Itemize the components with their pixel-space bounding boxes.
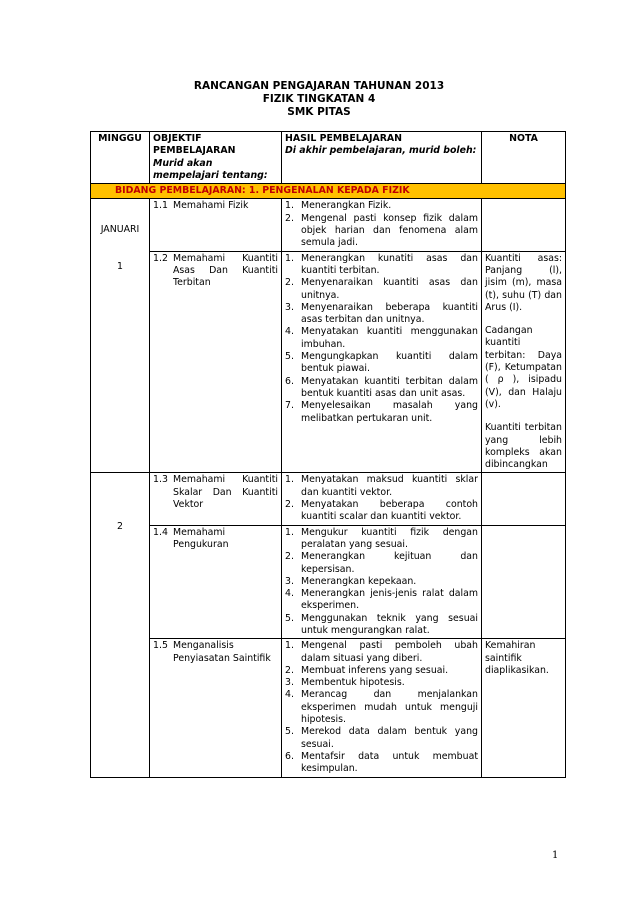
- nota-kuantiti-asas: Kuantiti asas: Panjang (l), jisim (m), masa (t), suhu (T) dan Arus (I).: [485, 252, 562, 313]
- bidang-label: BIDANG PEMBELAJARAN: 1. PENGENALAN KEPADA FIZIK: [91, 184, 566, 199]
- list-item: Menyenaraikan beberapa kuantiti asas terbitan dan unitnya.: [301, 301, 478, 326]
- list-item: Menerangkan kunatiti asas dan kuantiti terbitan.: [301, 252, 478, 276]
- objective-text: Memahami Kuantiti Asas Dan Kuantiti Terbitan: [173, 252, 278, 289]
- week-number: 1: [117, 260, 123, 272]
- objective-1-5: [150, 639, 282, 777]
- outcomes-1-5: 1. Mengenal pasti pemboleh ubah dalam situasi yang diberi. 2. Membuat inferens yang sesuai. 3. Membentuk hipotesis. 4. Merancag dan menjalankan eksperimen mudah untuk menguji hipotesis. 5. Merekod data dalam bentuk yang sesuai. 6. Mentafsir data untuk membuat kesimpulan.: [282, 639, 482, 777]
- objective-1-4: [150, 525, 282, 639]
- plan-table: [90, 131, 566, 778]
- list-item: Mengenal pasti konsep fizik dalam objek harian dan fenomena alam semula jadi.: [301, 212, 478, 249]
- list-item: Mengukur kuantiti fizik dengan peralatan yang sesuai.: [301, 526, 478, 550]
- list-item: Membuat inferens yang sesuai.: [301, 664, 449, 676]
- outcomes-1-1: 1. Menerangkan Fizik. 2. Mengenal pasti konsep fizik dalam objek harian dan fenomena alam semula jadi.: [282, 199, 482, 251]
- objective-number: 1.2: [153, 252, 168, 264]
- table-row: [91, 639, 566, 777]
- objective-1-1: [150, 199, 282, 251]
- objective-number: 1.4: [153, 526, 168, 538]
- week-2-cell: [91, 473, 150, 777]
- list-item: Membentuk hipotesis.: [301, 677, 405, 689]
- nota-kemahiran: Kemahiran saintifik diaplikasikan.: [485, 640, 549, 676]
- list-item: Menyelesaikan masalah yang melibatkan pertukaran unit.: [301, 400, 478, 424]
- week-1-cell: [91, 199, 150, 473]
- table-row: [91, 251, 566, 473]
- objective-text: Memahami Kuantiti Skalar Dan Kuantiti Vektor: [173, 474, 278, 511]
- objective-text: Memahami Pengukuran: [173, 526, 229, 550]
- table-row: [91, 199, 566, 251]
- objective-number: 1.1: [153, 200, 168, 212]
- header-objektif: [150, 132, 282, 184]
- table-row: [91, 525, 566, 639]
- list-item: Mengenal pasti pemboleh ubah dalam situasi yang diberi.: [301, 640, 478, 664]
- outcomes-1-2: 1. Menerangkan kunatiti asas dan kuantiti terbitan. 2. Menyenaraikan kuantiti asas dan unitnya. 3. Menyenaraikan beberapa kuantiti asas terbitan dan unitnya. 4. Menyatakan kuantiti menggunakan imbuhan. 5. Mengungkapkan kuantiti dalam bentuk piawai. 6. Menyatakan kuantiti terbitan dalam bentuk kuantiti asas dan unit asas. 7. Menyelesaikan masalah yang melibatkan pertukaran unit.: [282, 251, 482, 473]
- outcomes-1-3: 1. Menyatakan maksud kuantiti sklar dan kuantiti vektor. 2. Menyatakan beberapa contoh kuantiti scalar dan kuantiti vektor.: [282, 473, 482, 525]
- objective-text: Memahami Fizik: [173, 200, 249, 212]
- list-item: Menyenaraikan kuantiti asas dan unitnya.: [301, 277, 478, 301]
- week-number: 2: [117, 521, 123, 533]
- header-hasil-sub: Di akhir pembelajaran, murid boleh:: [285, 145, 477, 157]
- bidang-row: [91, 184, 566, 199]
- nota-1-2: [482, 251, 566, 473]
- nota-1-4: [482, 525, 566, 639]
- list-item: Mentafsir data untuk membuat kesimpulan.: [301, 750, 478, 775]
- objective-text: Menganalisis Penyiasatan Saintifik: [173, 640, 271, 664]
- list-item: Menerangkan kepekaan.: [301, 575, 417, 587]
- document-subtitle-subject: FIZIK TINGKATAN 4: [262, 93, 376, 105]
- document-subtitle-school: SMK PITAS: [287, 106, 351, 118]
- list-item: Menerangkan Fizik.: [301, 200, 392, 212]
- header-row: [91, 132, 566, 184]
- nota-1-3: [482, 473, 566, 525]
- nota-kompleks: Kuantiti terbitan yang lebih kompleks akan dibincangkan: [485, 422, 562, 471]
- header-objektif-sub: Murid akan mempelajari tentang:: [153, 157, 268, 181]
- outcomes-1-4: 1. Mengukur kuantiti fizik dengan peralatan yang sesuai. 2. Menerangkan kejituan dan kepersisan. 3. Menerangkan kepekaan. 4. Menerangkan jenis-jenis ralat dalam eksperimen. 5. Menggunakan teknik yang sesuai untuk mengurangkan ralat.: [282, 525, 482, 639]
- header-hasil-label: HASIL PEMBELAJARAN: [285, 133, 403, 144]
- list-item: Menyatakan kuantiti menggunakan imbuhan.: [301, 326, 478, 350]
- week-month: JANUARI: [100, 224, 140, 236]
- objective-number: 1.5: [153, 640, 168, 652]
- list-item: Menerangkan jenis-jenis ralat dalam eksperimen.: [301, 588, 478, 612]
- page-number: 1: [552, 850, 559, 861]
- header-hasil: [282, 132, 482, 184]
- objective-1-2: [150, 251, 282, 473]
- list-item: Menyatakan maksud kuantiti sklar dan kuantiti vektor.: [301, 474, 478, 498]
- header-minggu: MINGGU: [91, 132, 150, 184]
- header-objektif-label: OBJEKTIF PEMBELAJARAN: [153, 133, 236, 157]
- list-item: Menyatakan kuantiti terbitan dalam bentuk kuantiti asas dan unit asas.: [301, 375, 478, 399]
- objective-1-3: [150, 473, 282, 525]
- list-item: Menyatakan beberapa contoh kuantiti scalar dan kuantiti vektor.: [301, 499, 478, 523]
- document-title: RANCANGAN PENGAJARAN TAHUNAN 2013: [193, 80, 445, 92]
- list-item: Merancag dan menjalankan eksperimen mudah untuk menguji hipotesis.: [301, 689, 478, 726]
- nota-1-1: [482, 199, 566, 251]
- nota-cadangan: Cadangan kuantiti terbitan: Daya (F), Ketumpatan ( ρ ), isipadu (V), dan Halaju (v).: [485, 325, 562, 410]
- list-item: Merekod data dalam bentuk yang sesuai.: [301, 726, 478, 750]
- list-item: Menerangkan kejituan dan kepersisan.: [301, 551, 478, 575]
- header-nota: NOTA: [482, 132, 566, 184]
- table-row: [91, 473, 566, 525]
- list-item: Mengungkapkan kuantiti dalam bentuk piawai.: [301, 351, 478, 375]
- objective-number: 1.3: [153, 474, 168, 486]
- list-item: Menggunakan teknik yang sesuai untuk mengurangkan ralat.: [301, 612, 478, 636]
- nota-1-5: [482, 639, 566, 777]
